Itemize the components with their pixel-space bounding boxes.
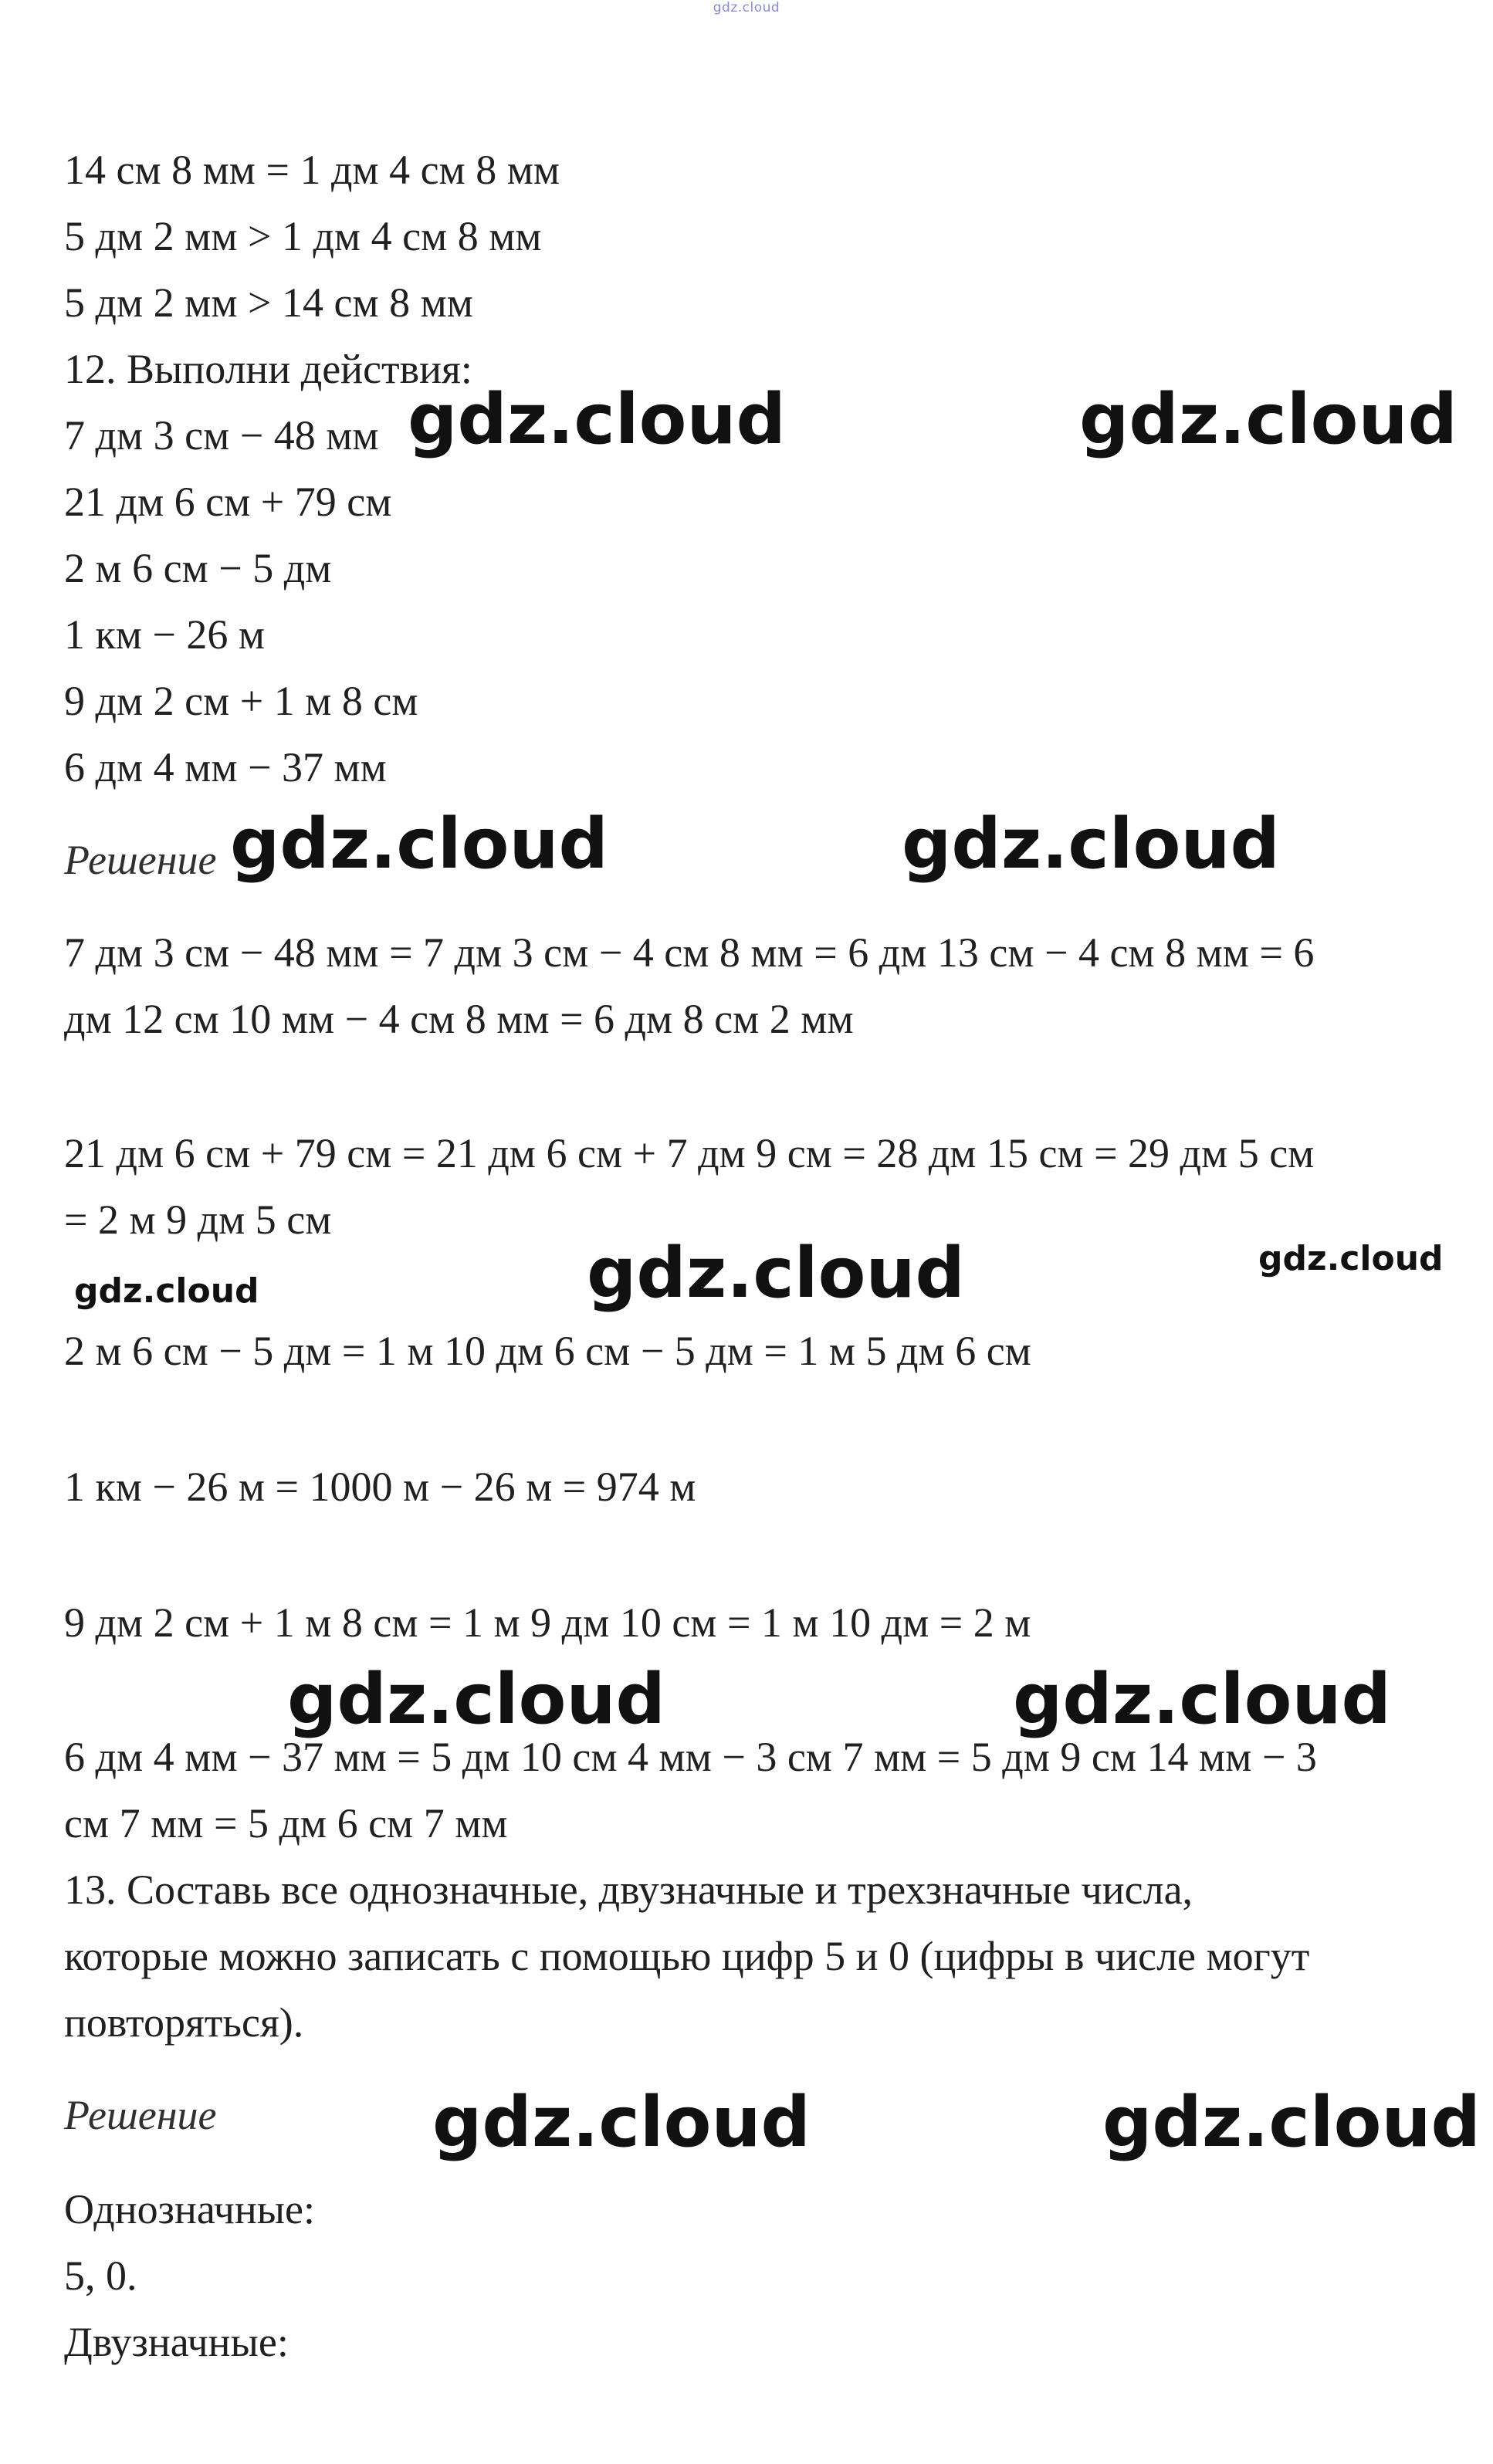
- task-12-item-4: 1 км − 26 м: [64, 611, 266, 658]
- task-12-title: 12. Выполни действия:: [64, 346, 472, 392]
- watermark-logo: gdz.cloud: [1102, 2082, 1481, 2163]
- watermark-logo: gdz.cloud: [587, 1233, 965, 1314]
- task-12-item-2: 21 дм 6 см + 79 см: [64, 479, 392, 525]
- watermark-logo: gdz.cloud: [74, 1271, 259, 1311]
- solution-1-line-2: дм 12 см 10 мм − 4 см 8 мм = 6 дм 8 см 2 мм: [64, 996, 854, 1042]
- solution-5: 9 дм 2 см + 1 м 8 см = 1 м 9 дм 10 см = 1 м 10 дм = 2 м: [64, 1599, 1031, 1646]
- watermark-logo: gdz.cloud: [287, 1659, 665, 1740]
- watermark-logo: gdz.cloud: [1079, 379, 1457, 460]
- task-12-item-1: 7 дм 3 см − 48 мм: [64, 412, 379, 459]
- watermark-logo: gdz.cloud: [432, 2082, 811, 2163]
- solution-1-line-1: 7 дм 3 см − 48 мм = 7 дм 3 см − 4 см 8 мм = 6 дм 13 см − 4 см 8 мм = 6: [64, 929, 1315, 976]
- watermark-logo: gdz.cloud: [1258, 1239, 1444, 1278]
- solution-4: 1 км − 26 м = 1000 м − 26 м = 974 м: [64, 1464, 696, 1510]
- single-digit-label: Однозначные:: [64, 2186, 316, 2232]
- task-13-line-2: которые можно записать с помощью цифр 5 и 0 (цифры в числе могут: [64, 1933, 1310, 1979]
- solution-label-13: Решение: [64, 2092, 217, 2138]
- watermark-logo: gdz.cloud: [230, 804, 608, 885]
- comparison-line-2: 5 дм 2 мм > 1 дм 4 см 8 мм: [64, 213, 542, 259]
- solution-3: 2 м 6 см − 5 дм = 1 м 10 дм 6 см − 5 дм = 1 м 5 дм 6 см: [64, 1328, 1031, 1374]
- comparison-line-1: 14 см 8 мм = 1 дм 4 см 8 мм: [64, 147, 560, 193]
- task-13-line-1: 13. Составь все однозначные, двузначные и трехзначные числа,: [64, 1867, 1193, 1913]
- task-12-item-6: 6 дм 4 мм − 37 мм: [64, 744, 387, 790]
- solution-2-line-1: 21 дм 6 см + 79 см = 21 дм 6 см + 7 дм 9 см = 28 дм 15 см = 29 дм 5 см: [64, 1130, 1315, 1176]
- solution-6-line-2: см 7 мм = 5 дм 6 см 7 мм: [64, 1800, 508, 1846]
- solution-6-line-1: 6 дм 4 мм − 37 мм = 5 дм 10 см 4 мм − 3 см 7 мм = 5 дм 9 см 14 мм − 3: [64, 1734, 1317, 1780]
- single-digit-values: 5, 0.: [64, 2252, 137, 2299]
- header-watermark: gdz.cloud: [713, 0, 780, 15]
- two-digit-label: Двузначные:: [64, 2319, 289, 2365]
- comparison-line-3: 5 дм 2 мм > 14 см 8 мм: [64, 279, 473, 326]
- task-13-line-3: повторяться).: [64, 1999, 304, 2046]
- task-12-item-5: 9 дм 2 см + 1 м 8 см: [64, 678, 418, 724]
- watermark-logo: gdz.cloud: [902, 804, 1280, 885]
- watermark-logo: gdz.cloud: [1013, 1659, 1391, 1740]
- task-12-item-3: 2 м 6 см − 5 дм: [64, 545, 332, 591]
- solution-2-line-2: = 2 м 9 дм 5 см: [64, 1196, 332, 1243]
- watermark-logo: gdz.cloud: [408, 379, 786, 460]
- solution-label-12: Решение: [64, 837, 217, 883]
